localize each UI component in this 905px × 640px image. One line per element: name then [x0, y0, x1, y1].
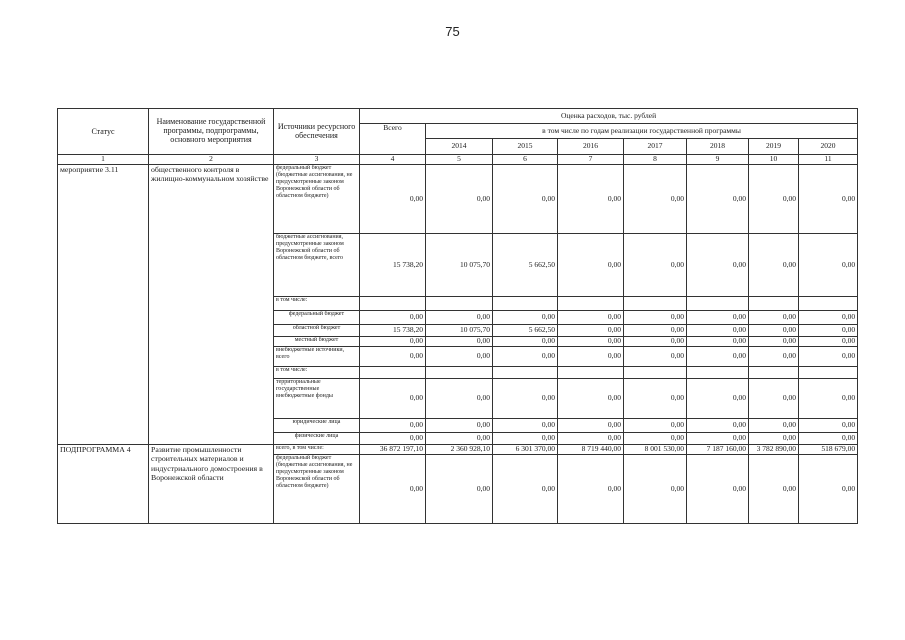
value-year: 0,00	[426, 165, 493, 234]
value-year	[749, 367, 799, 379]
value-year: 0,00	[558, 347, 624, 367]
budget-table	[57, 108, 858, 524]
value-year: 0,00	[687, 311, 749, 325]
funding-source: в том числе:	[274, 367, 360, 379]
value-year: 0,00	[687, 337, 749, 347]
value-year	[558, 297, 624, 311]
value-year: 0,00	[749, 419, 799, 433]
value-year	[799, 297, 858, 311]
row-status: ПОДПРОГРАММА 4	[58, 445, 149, 524]
value-total: 15 738,20	[360, 325, 426, 337]
funding-source: в том числе:	[274, 297, 360, 311]
value-year: 0,00	[558, 234, 624, 297]
value-year	[687, 367, 749, 379]
column-number: 7	[558, 155, 624, 165]
value-year	[749, 297, 799, 311]
value-year: 0,00	[687, 419, 749, 433]
column-number: 5	[426, 155, 493, 165]
funding-source: федеральный бюджет (бюджетные ассигнования, не предусмотренные законом Воронежской области об областном бюджете)	[274, 165, 360, 234]
header-year: 2015	[493, 139, 558, 155]
value-year: 8 001 530,00	[624, 445, 687, 455]
value-year: 3 782 890,00	[749, 445, 799, 455]
column-number: 11	[799, 155, 858, 165]
column-number: 9	[687, 155, 749, 165]
value-year: 0,00	[624, 433, 687, 445]
value-year: 0,00	[687, 455, 749, 524]
value-total: 0,00	[360, 165, 426, 234]
value-year: 0,00	[749, 455, 799, 524]
value-year: 0,00	[426, 347, 493, 367]
value-year: 0,00	[426, 419, 493, 433]
value-year: 0,00	[624, 337, 687, 347]
value-year: 0,00	[749, 325, 799, 337]
column-number: 3	[274, 155, 360, 165]
header-total: Всего	[360, 124, 426, 155]
funding-source: всего, в том числе:	[274, 445, 360, 455]
value-year: 0,00	[624, 419, 687, 433]
value-year: 10 075,70	[426, 234, 493, 297]
value-year: 0,00	[749, 234, 799, 297]
value-year: 0,00	[624, 347, 687, 367]
funding-source: областной бюджет	[274, 325, 360, 337]
value-year: 0,00	[558, 165, 624, 234]
value-year: 0,00	[687, 325, 749, 337]
header-year: 2018	[687, 139, 749, 155]
value-year: 0,00	[558, 311, 624, 325]
value-year: 0,00	[426, 337, 493, 347]
value-year: 0,00	[687, 347, 749, 367]
value-year: 0,00	[493, 433, 558, 445]
value-year: 2 360 928,10	[426, 445, 493, 455]
value-year: 0,00	[799, 433, 858, 445]
value-year	[426, 367, 493, 379]
header-year: 2019	[749, 139, 799, 155]
header-year: 2014	[426, 139, 493, 155]
table-row	[58, 165, 858, 234]
value-year: 0,00	[799, 455, 858, 524]
column-number: 10	[749, 155, 799, 165]
header-status: Статус	[58, 109, 149, 155]
value-year: 7 187 160,00	[687, 445, 749, 455]
value-total: 0,00	[360, 419, 426, 433]
value-year: 0,00	[749, 433, 799, 445]
column-number: 2	[149, 155, 274, 165]
value-year: 0,00	[624, 379, 687, 419]
value-year: 0,00	[558, 433, 624, 445]
value-year	[687, 297, 749, 311]
value-year: 0,00	[493, 347, 558, 367]
value-year: 0,00	[687, 433, 749, 445]
value-year: 0,00	[749, 165, 799, 234]
value-year: 0,00	[687, 379, 749, 419]
value-year	[799, 367, 858, 379]
value-year: 0,00	[749, 379, 799, 419]
funding-source: территориальные государственные внебюджетные фонды	[274, 379, 360, 419]
column-number: 4	[360, 155, 426, 165]
header-year: 2016	[558, 139, 624, 155]
value-year: 0,00	[799, 234, 858, 297]
page-number: 75	[445, 24, 460, 39]
value-total: 0,00	[360, 433, 426, 445]
value-year: 0,00	[687, 165, 749, 234]
value-year: 0,00	[799, 347, 858, 367]
funding-source: местный бюджет	[274, 337, 360, 347]
value-total: 0,00	[360, 379, 426, 419]
column-number: 6	[493, 155, 558, 165]
value-year: 0,00	[624, 325, 687, 337]
value-year: 0,00	[624, 165, 687, 234]
value-year: 0,00	[493, 419, 558, 433]
value-year: 0,00	[624, 311, 687, 325]
value-year: 8 719 440,00	[558, 445, 624, 455]
value-year: 0,00	[749, 311, 799, 325]
value-year: 518 679,00	[799, 445, 858, 455]
value-year: 0,00	[493, 455, 558, 524]
row-program-name: общественного контроля в жилищно-коммунальном хозяйстве	[149, 165, 274, 445]
header-program-name: Наименование государственной программы, подпрограммы, основного мероприятия	[149, 109, 274, 155]
value-year: 0,00	[799, 379, 858, 419]
header-year: 2020	[799, 139, 858, 155]
value-year: 0,00	[558, 337, 624, 347]
value-year	[493, 297, 558, 311]
value-year: 0,00	[426, 379, 493, 419]
funding-source: юридические лица	[274, 419, 360, 433]
funding-source: физические лица	[274, 433, 360, 445]
value-year: 0,00	[799, 165, 858, 234]
value-year: 0,00	[493, 379, 558, 419]
row-program-name: Развитие промышленности строительных материалов и индустриального домостроения в Воронежской области	[149, 445, 274, 524]
funding-source: федеральный бюджет	[274, 311, 360, 325]
value-year: 0,00	[493, 337, 558, 347]
value-total	[360, 367, 426, 379]
value-year	[426, 297, 493, 311]
value-total	[360, 297, 426, 311]
row-status: мероприятие 3.11	[58, 165, 149, 445]
value-year: 0,00	[799, 337, 858, 347]
value-year: 0,00	[799, 325, 858, 337]
value-year	[624, 297, 687, 311]
value-year: 0,00	[558, 379, 624, 419]
header-by-year: в том числе по годам реализации государственной программы	[426, 124, 858, 139]
value-total: 0,00	[360, 337, 426, 347]
header-source: Источники ресурсного обеспечения	[274, 109, 360, 155]
value-year: 5 662,50	[493, 234, 558, 297]
value-year: 0,00	[749, 337, 799, 347]
value-total: 0,00	[360, 311, 426, 325]
header-year: 2017	[624, 139, 687, 155]
value-year	[624, 367, 687, 379]
column-number: 1	[58, 155, 149, 165]
value-year: 0,00	[687, 234, 749, 297]
value-year: 0,00	[799, 419, 858, 433]
value-year: 0,00	[624, 234, 687, 297]
funding-source: федеральный бюджет (бюджетные ассигнования, не предусмотренные законом Воронежской области об областном бюджете)	[274, 455, 360, 524]
funding-source: внебюджетные источники, всего	[274, 347, 360, 367]
value-year: 0,00	[493, 165, 558, 234]
value-year: 0,00	[426, 433, 493, 445]
value-year: 0,00	[493, 311, 558, 325]
funding-source: бюджетные ассигнования, предусмотренные законом Воронежской области об областном бюджете, всего	[274, 234, 360, 297]
value-year	[493, 367, 558, 379]
value-year	[558, 367, 624, 379]
value-year: 0,00	[749, 347, 799, 367]
value-year: 5 662,50	[493, 325, 558, 337]
value-total: 36 872 197,10	[360, 445, 426, 455]
value-year: 0,00	[426, 455, 493, 524]
value-year: 0,00	[558, 419, 624, 433]
value-total: 0,00	[360, 455, 426, 524]
value-total: 0,00	[360, 347, 426, 367]
table-row	[58, 445, 858, 455]
value-year: 0,00	[799, 311, 858, 325]
value-year: 6 301 370,00	[493, 445, 558, 455]
value-total: 15 738,20	[360, 234, 426, 297]
column-number-row	[58, 155, 858, 165]
value-year: 10 075,70	[426, 325, 493, 337]
value-year: 0,00	[558, 455, 624, 524]
header-estimate: Оценка расходов, тыс. рублей	[360, 109, 858, 124]
column-number: 8	[624, 155, 687, 165]
value-year: 0,00	[624, 455, 687, 524]
value-year: 0,00	[558, 325, 624, 337]
value-year: 0,00	[426, 311, 493, 325]
